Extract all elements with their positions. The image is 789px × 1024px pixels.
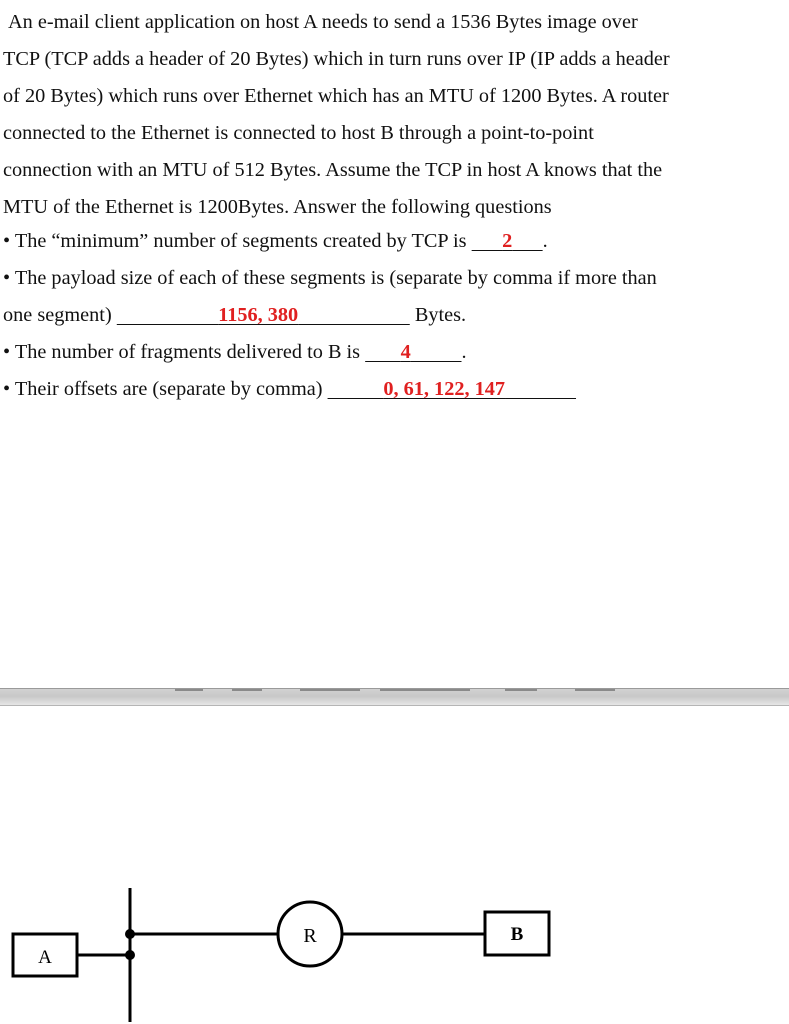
bullet: •	[3, 341, 11, 363]
unit-label: Bytes.	[414, 304, 467, 326]
bullet: •	[3, 378, 11, 400]
question-line: An e-mail client application on host A needs to send a 1536 Bytes image over	[8, 11, 638, 33]
question-prompt: The number of fragments delivered to B is	[14, 341, 361, 363]
question-line: of 20 Bytes) which runs over Ethernet which has an MTU of 1200 Bytes. A router	[3, 85, 669, 107]
answer-fragments: 4	[400, 341, 411, 363]
answer-segments: 2	[502, 230, 513, 252]
bullet: •	[3, 267, 11, 289]
question-line: MTU of the Ethernet is 1200Bytes. Answer the following questions	[3, 196, 552, 218]
answer-offsets: 0, 61, 122, 147	[383, 378, 506, 400]
question-item-segments: • The “minimum” number of segments created by TCP is 2 .	[3, 230, 548, 252]
question-prompt: The payload size of each of these segments is (separate by comma if more than	[14, 267, 657, 289]
page-divider	[0, 688, 789, 706]
host-b-label: B	[510, 924, 524, 945]
router-label: R	[303, 925, 317, 947]
question-item-fragments: • The number of fragments delivered to B is 4 .	[3, 341, 467, 363]
question-text	[3, 4, 723, 226]
question-item-payload	[3, 266, 657, 290]
question-prompt: Their offsets are (separate by comma)	[14, 378, 323, 400]
network-diagram	[0, 860, 789, 1024]
bullet: •	[3, 230, 11, 252]
answer-blank	[472, 230, 543, 252]
junction-r	[125, 929, 135, 939]
junction-a	[125, 950, 135, 960]
host-a-label: A	[38, 947, 52, 968]
question-item-offsets	[3, 377, 576, 401]
answer-payload: 1156, 380	[218, 304, 299, 326]
question-prompt: one segment)	[3, 304, 112, 326]
question-line: connection with an MTU of 512 Bytes. Assume the TCP in host A knows that the	[3, 159, 663, 181]
answer-blank	[365, 341, 461, 363]
question-item-payload-cont	[3, 303, 466, 327]
answer-blank	[117, 304, 410, 326]
question-line: connected to the Ethernet is connected to host B through a point-to-point	[3, 122, 594, 144]
question-prompt: The “minimum” number of segments created by TCP is	[14, 230, 467, 252]
answer-blank	[328, 378, 576, 400]
question-line: TCP (TCP adds a header of 20 Bytes) which in turn runs over IP (IP adds a header	[3, 48, 670, 70]
